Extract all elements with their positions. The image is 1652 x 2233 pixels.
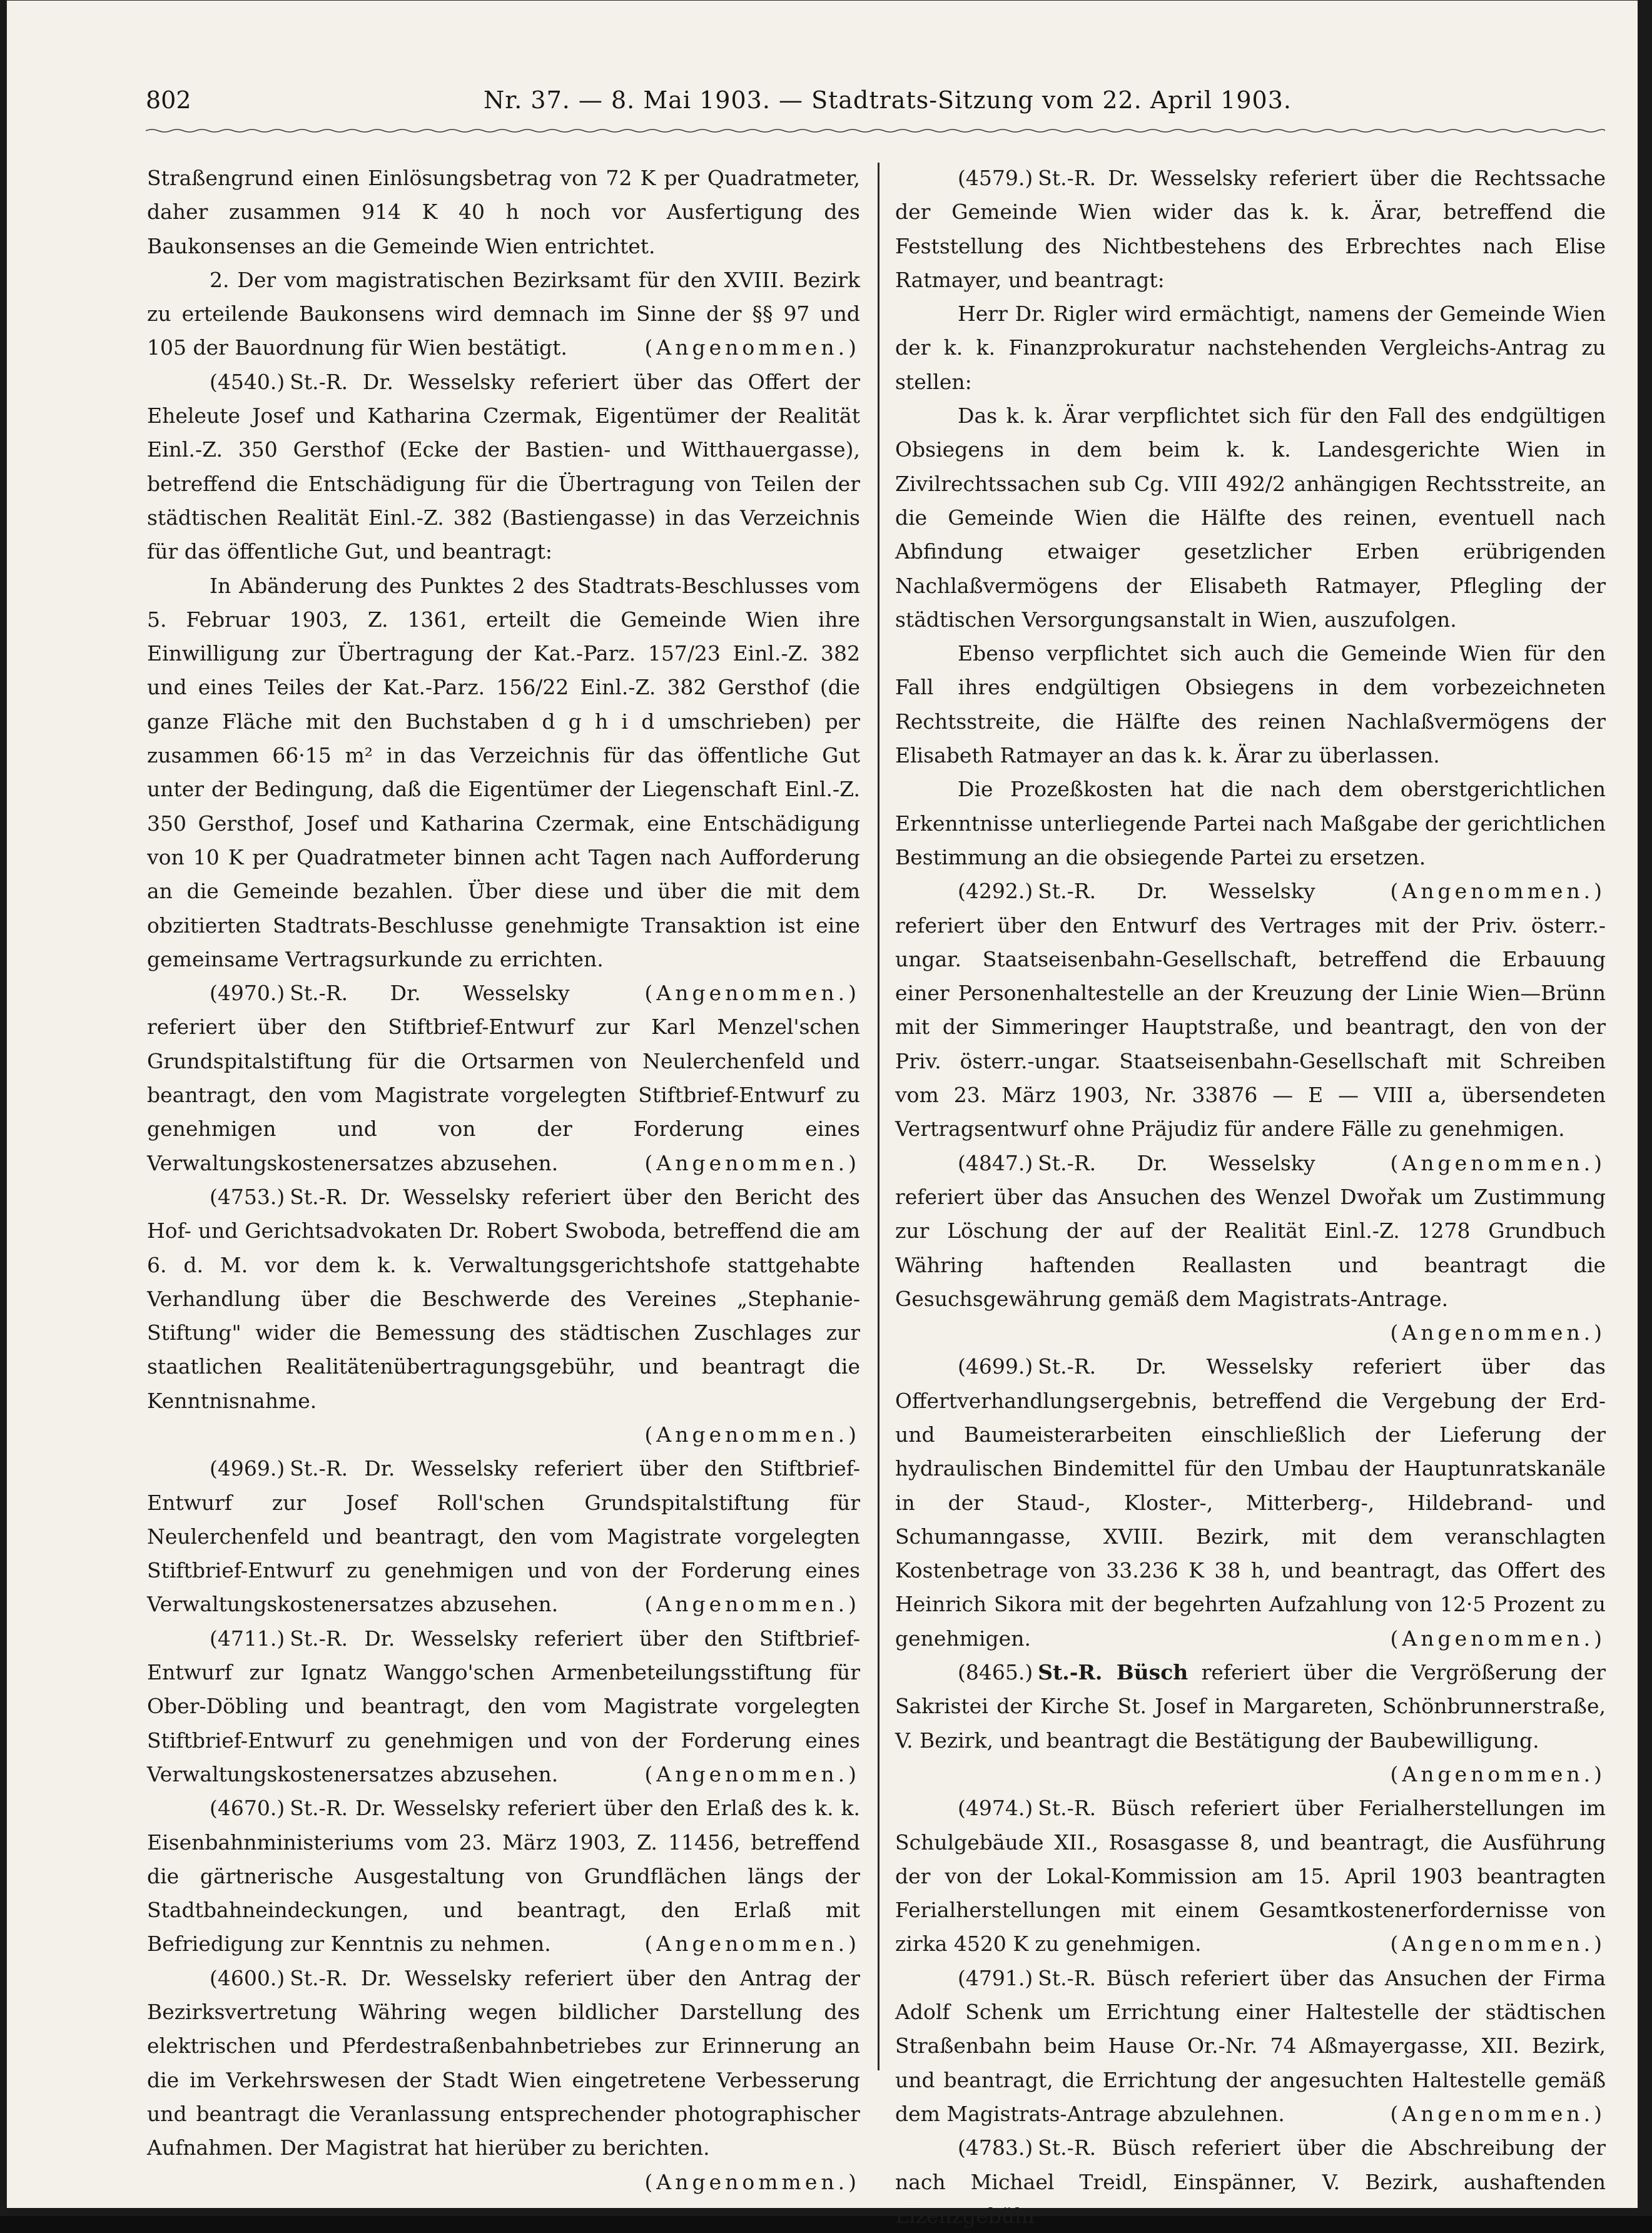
item-number: (4670.)	[210, 1796, 285, 1821]
verdict: (Angenommen.)	[1390, 2101, 1606, 2126]
item-number: (4292.)	[958, 879, 1033, 904]
item-number: (4540.)	[210, 369, 285, 394]
right-column	[895, 161, 1606, 2233]
paragraph: Herr Dr. Rigler wird ermächtigt, namens der Gemeinde Wien der k. k. Finanzprokuratur nachstehenden Vergleichs-Antrag zu stellen:	[895, 301, 1606, 394]
item-number: (4847.)	[958, 1150, 1033, 1175]
item-number: (4699.)	[958, 1354, 1033, 1379]
column-divider	[878, 163, 879, 2070]
agenda-item: (4699.) St.-R. Dr. Wesselsky referiert über das Offertverhandlungsergebnis, betreffend die Vergebung der Erd- und Baumeisterarbeiten einschließlich der Lieferung der hydraulischen Bindemittel für den Umbau der Hauptunratskanäle in der Staud-, Kloster-, Mitterberg-, Hildebrand- und Schumanngasse, XVIII. Bezirk, mit dem veranschlagten Kostenbetrage von 33.236 K 38 h, und beantragt, das Offert des Heinrich Sikora mit der begehrten Aufzahlung von 12·5 Prozent zu genehmigen. (Angenommen.)	[895, 1350, 1606, 1656]
agenda-item: (4670.) St.-R. Dr. Wesselsky referiert über den Erlaß des k. k. Eisenbahnministeriums vom 23. März 1903, Z. 11456, betreffend die gärtnerische Ausgestaltung von Grundflächen längs der Stadtbahneindeckungen, und beantragt, den Erlaß mit Befriedigung zur Kenntnis zu nehmen. (Angenommen.)	[147, 1791, 860, 1961]
paragraph: In Abänderung des Punktes 2 des Stadtrats-Beschlusses vom 5. Februar 1903, Z. 1361, erteilt die Gemeinde Wien ihre Einwilligung zur Übertragung der Kat.-Parz. 157/23 Einl.-Z. 382 und eines Teiles der Kat.-Parz. 156/22 Einl.-Z. 382 Gersthof (die ganze Fläche mit den Buchstaben d g h i d umschrieben) per zusammen 66·15 m² in das Verzeichnis für das öffentliche Gut unter der Bedingung, daß die Eigentümer der Liegenschaft Einl.-Z. 350 Gersthof, Josef und Katharina Czermak, eine Entschädigung von 10 K per Quadratmeter binnen acht Tagen nach Aufforderung an die Gemeinde bezahlen. Über diese und über die mit dem obzitierten Stadtrats-Beschlusse genehmigte Transaktion ist eine gemeinsame Vertragsurkunde zu errichten. (Angenommen.)	[147, 569, 860, 977]
agenda-item: (4711.) St.-R. Dr. Wesselsky referiert über den Stiftbrief-Entwurf zur Ignatz Wanggo'schen Armenbeteilungsstiftung für Ober-Döbling und beantragt, den vom Magistrate vorgelegten Stiftbrief-Entwurf zu genehmigen und von der Forderung eines Verwaltungskostenersatzes abzusehen. (Angenommen.)	[147, 1622, 860, 1791]
scan-edge-left	[0, 0, 6, 2216]
verdict: (Angenommen.)	[1390, 1626, 1606, 1651]
verdict: (Angenommen.)	[644, 335, 860, 360]
agenda-item: (4974.) St.-R. Büsch referiert über Ferialherstellungen im Schulgebäude XII., Rosasgasse 8, und beantragt, die Ausführung der von der Lokal-Kommission am 15. April 1903 beantragten Ferialherstellungen mit einem Gesamtkostenerfordernisse von zirka 4520 K zu genehmigen. (Angenommen.)	[895, 1791, 1606, 1961]
page-header	[146, 86, 1605, 124]
agenda-item: (4292.) St.-R. Dr. Wesselsky referiert über den Entwurf des Vertrages mit der Priv. österr.-ungar. Staatseisenbahn-Gesellschaft, betreffend die Erbauung einer Personenhaltestelle an der Kreuzung der Linie Wien—Brünn mit der Simmeringer Hauptstraße, und beantragt, den von der Priv. österr.-ungar. Staatseisenbahn-Gesellschaft mit Schreiben vom 23. März 1903, Nr. 33876 — E — VIII a, übersendeten Vertragsentwurf ohne Präjudiz für andere Fälle zu genehmigen. (Angenommen.)	[895, 874, 1606, 1146]
agenda-item: (4600.) St.-R. Dr. Wesselsky referiert über den Antrag der Bezirksvertretung Währing wegen bildlicher Darstellung des elektrischen und Pferdestraßenbahnbetriebes zur Erinnerung an die im Verkehrswesen der Stadt Wien eingetretene Verbesserung und beantragt die Veranlassung entsprechender photographischer Aufnahmen. Der Magistrat hat hierüber zu berichten. (Angenommen.)	[147, 1962, 860, 2165]
verdict: (Angenommen.)	[1390, 1320, 1606, 1345]
left-column	[147, 161, 860, 2199]
item-number: (4711.)	[210, 1626, 285, 1651]
agenda-item: (4847.) St.-R. Dr. Wesselsky referiert über das Ansuchen des Wenzel Dwořak um Zustimmung zur Löschung der auf der Realität Einl.-Z. 1278 Grundbuch Währing haftenden Reallasten und beantragt die Gesuchsgewährung gemäß dem Magistrats-Antrage.	[895, 1150, 1606, 1311]
item-number: (4783.)	[958, 2135, 1033, 2160]
verdict: (Angenommen.)	[1390, 1150, 1606, 1175]
verdict: (Angenommen.)	[1390, 879, 1606, 904]
verdict: (Angenommen.)	[644, 1422, 860, 1447]
verdict: (Angenommen.)	[644, 981, 860, 1006]
speaker-name: St.-R. Büsch	[1038, 1660, 1188, 1685]
item-number: (4791.)	[958, 1965, 1033, 1990]
issue-title: Nr. 37. — 8. Mai 1903. — Stadtrats-Sitzung vom 22. April 1903.	[484, 86, 1292, 114]
agenda-item: (4540.) St.-R. Dr. Wesselsky referiert über das Offert der Eheleute Josef und Katharina Czermak, Eigentümer der Realität Einl.-Z. 350 Gersthof (Ecke der Bastien- und Witthauergasse), betreffend die Entschädigung für die Übertragung von Teilen der städtischen Realität Einl.-Z. 382 (Bastiengasse) in das Verzeichnis für das öffentliche Gut, und beantragt:	[147, 369, 860, 564]
verdict: (Angenommen.)	[1390, 1932, 1606, 1957]
verdict: (Angenommen.)	[644, 1761, 860, 1786]
agenda-item: (4579.) St.-R. Dr. Wesselsky referiert über die Rechtssache der Gemeinde Wien wider das k. k. Ärar, betreffend die Feststellung des Nichtbestehens des Erbrechtes nach Elise Ratmayer, und beantragt:	[895, 166, 1606, 292]
item-number: (4970.)	[210, 981, 285, 1006]
verdict: (Angenommen.)	[644, 1150, 860, 1175]
item-number: (4753.)	[210, 1184, 285, 1209]
page-number: 802	[146, 86, 191, 114]
paragraph: Das k. k. Ärar verpflichtet sich für den Fall des endgültigen Obsiegens in dem beim k. k. Landesgerichte Wien in Zivilrechtssachen sub Cg. VIII 492/2 anhängigen Rechtsstreite, an die Gemeinde Wien die Hälfte des reinen, eventuell nach Abfindung etwaiger gesetzlicher Erben erübrigenden Nachlaßvermögens der Elisabeth Ratmayer, Pflegling der städtischen Versorgungsanstalt in Wien, auszufolgen.	[895, 403, 1606, 632]
paragraph: 2. Der vom magistratischen Bezirksamt für den XVIII. Bezirk zu erteilende Baukonsens wird demnach im Sinne der §§ 97 und 105 der Bauordnung für Wien bestätigt. (Angenommen.)	[147, 263, 860, 365]
paragraph: Ebenso verpflichtet sich auch die Gemeinde Wien für den Fall ihres endgültigen Obsiegens in dem vorbezeichneten Rechtsstreite, die Hälfte des reinen Nachlaßvermögens der Elisabeth Ratmayer an das k. k. Ärar zu überlassen.	[895, 641, 1606, 768]
verdict: (Angenommen.)	[644, 1592, 860, 1617]
agenda-item: (4783.) St.-R. Büsch referiert über die Abschreibung der nach Michael Treidl, Einspänner, V. Bezirk, aushaftenden Lizenzgebühr	[895, 2135, 1606, 2228]
item-number: (4579.)	[958, 166, 1033, 190]
scan-edge-right	[1638, 0, 1652, 2216]
agenda-item: (4791.) St.-R. Büsch referiert über das Ansuchen der Firma Adolf Schenk um Errichtung einer Haltestelle der städtischen Straßenbahn beim Hause Or.-Nr. 74 Aßmayergasse, XII. Bezirk, und beantragt, die Errichtung der angesuchten Haltestelle gemäß dem Magistrats-Antrage abzulehnen. (Angenommen.)	[895, 1962, 1606, 2131]
agenda-item: (4970.) St.-R. Dr. Wesselsky referiert über den Stiftbrief-Entwurf zur Karl Menzel'schen Grundspitalstiftung für die Ortsarmen von Neulerchenfeld und beantragt, den vom Magistrate vorgelegten Stiftbrief-Entwurf zu genehmigen und von der Forderung eines Verwaltungskostenersatzes abzusehen. (Angenommen.)	[147, 976, 860, 1180]
item-number: (4600.)	[210, 1965, 285, 1990]
verdict: (Angenommen.)	[644, 2169, 860, 2194]
paragraph: Straßengrund einen Einlösungsbetrag von 72 K per Quadratmeter, daher zusammen 914 K 40 h noch vor Ausfertigung des Baukonsenses an die Gemeinde Wien entrichtet.	[147, 166, 860, 258]
agenda-item: (4969.) St.-R. Dr. Wesselsky referiert über den Stiftbrief-Entwurf zur Josef Roll'schen Grundspitalstiftung für Neulerchenfeld und beantragt, den vom Magistrate vorgelegten Stiftbrief-Entwurf zu genehmigen und von der Forderung eines Verwaltungskostenersatzes abzusehen. (Angenommen.)	[147, 1452, 860, 1621]
agenda-item: (4753.) St.-R. Dr. Wesselsky referiert über den Bericht des Hof- und Gerichtsadvokaten Dr. Robert Swoboda, betreffend die am 6. d. M. vor dem k. k. Verwaltungsgerichtshofe stattgehabte Verhandlung über die Beschwerde des Vereines „Stephanie-Stiftung" wider die Bemessung des städtischen Zuschlages zur staatlichen Realitätenübertragungsgebühr, und beantragt die Kenntnisnahme.	[147, 1184, 860, 1413]
item-number: (4974.)	[958, 1796, 1033, 1821]
item-number: (8465.)	[958, 1660, 1033, 1685]
agenda-item: (8465.) St.-R. Büsch referiert über die Vergrößerung der Sakristei der Kirche St. Josef in Margareten, Schönbrunnerstraße, V. Bezirk, und beantragt die Bestätigung der Baubewilligung.	[895, 1660, 1606, 1753]
header-wavy-rule	[146, 128, 1605, 133]
verdict: (Angenommen.)	[644, 1932, 860, 1957]
verdict: (Angenommen.)	[1390, 1761, 1606, 1786]
item-number: (4969.)	[210, 1456, 285, 1481]
paragraph: Die Prozeßkosten hat die nach dem oberstgerichtlichen Erkenntnisse unterliegende Partei nach Maßgabe der gerichtlichen Bestimmung an die obsiegende Partei zu ersetzen. (Angenommen.)	[895, 772, 1606, 874]
